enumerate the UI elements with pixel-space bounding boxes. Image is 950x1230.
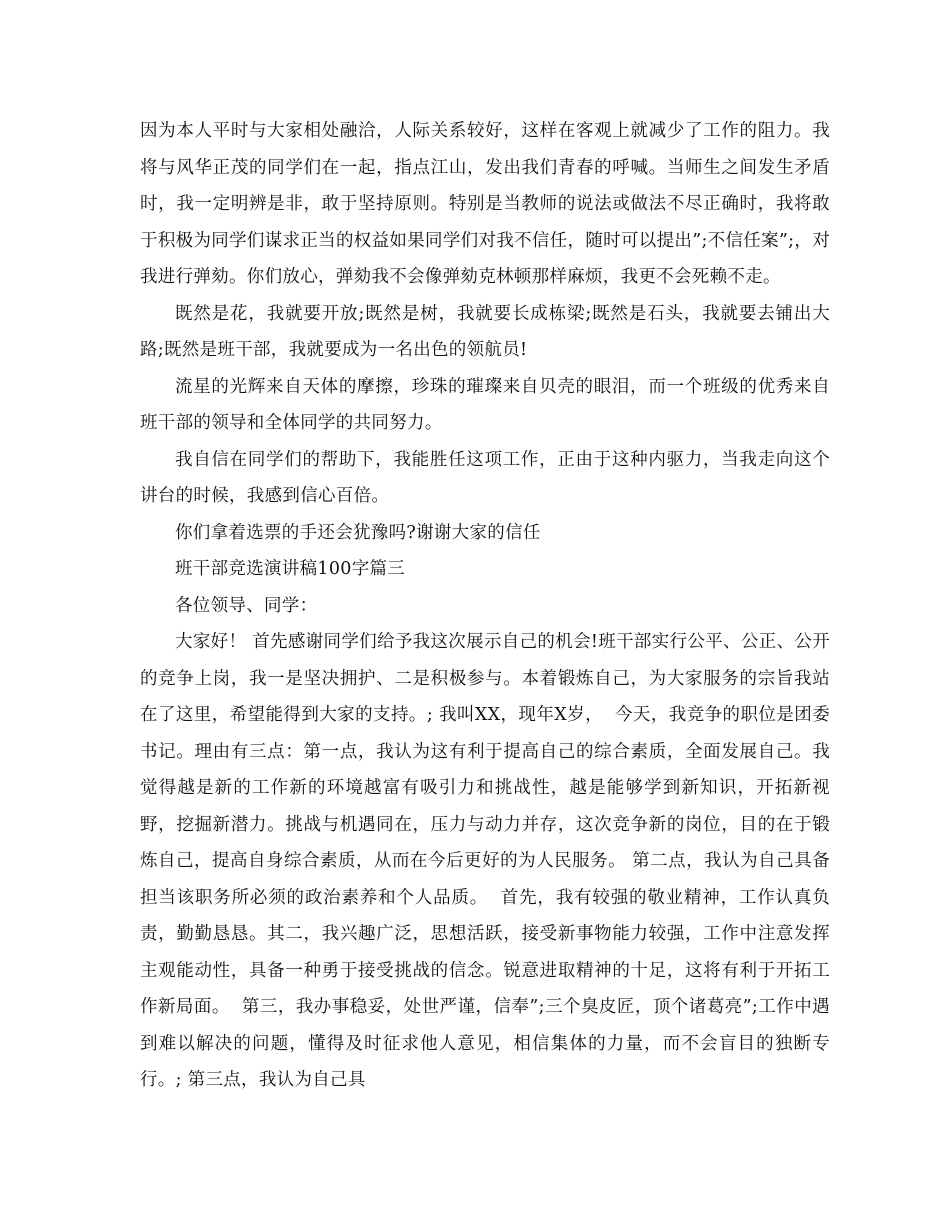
- salutation: 各位领导、同学：: [175, 595, 318, 616]
- document-body: [140, 113, 830, 1099]
- paragraph: 我自信在同学们的帮助下，我能胜任这项工作，正由于这种内驱力，当我走向这个讲台的时候，我感到信心百倍。: [140, 449, 830, 506]
- paragraph: 既然是花，我就要开放;既然是树，我就要长成栋梁;既然是石头，我就要去铺出大路;既然是班干部，我就要成为一名出色的领航员!: [140, 303, 830, 360]
- section-heading: 班干部竞选演讲稿100字篇三: [175, 559, 406, 579]
- paragraph: 流星的光辉来自天体的摩擦，珍珠的璀璨来自贝壳的眼泪，而一个班级的优秀来自班干部的领导和全体同学的共同努力。: [140, 376, 830, 433]
- paragraph: 因为本人平时与大家相处融洽，人际关系较好，这样在客观上就减少了工作的阻力。我将与风华正茂的同学们在一起，指点江山，发出我们青春的呼喊。当师生之间发生矛盾时，我一定明辨是非，敢于坚持原则。特别是当教师的说法或做法不尽正确时，我将敢于积极为同学们谋求正当的权益如果同学们对我不信任，随时可以提出”;不信任案”;，对我进行弹劾。你们放心，弹劾我不会像弹劾克林顿那样麻烦，我更不会死赖不走。: [140, 121, 830, 287]
- paragraph: 大家好！ 首先感谢同学们给予我这次展示自己的机会!班干部实行公平、公正、公开的竞争上岗，我一是坚决拥护、二是积极参与。本着锻炼自己，为大家服务的宗旨我站在了这里，希望能得到大家的支持。; 我叫XX，现年X岁， 今天，我竞争的职位是团委书记。理由有三点：第一点，我认为这有利于提高自己的综合素质，全面发展自己。我觉得越是新的工作新的环境越富有吸引力和挑战性，越是能够学到新知识，开拓新视野，挖掘新潜力。挑战与机遇同在，压力与动力并存，这次竞争新的岗位，目的在于锻炼自己，提高自身综合素质，从而在今后更好的为人民服务。 第二点，我认为自己具备担当该职务所必须的政治素养和个人品质。 首先，我有较强的敬业精神，工作认真负责，勤勤恳恳。其二，我兴趣广泛，思想活跃，接受新事物能力较强，工作中注意发挥主观能动性，具备一种勇于接受挑战的信念。锐意进取精神的十足，这将有利于开拓工作新局面。 第三，我办事稳妥，处世严谨，信奉”;三个臭皮匠，顶个诸葛亮”;工作中遇到难以解决的问题，懂得及时征求他人意见，相信集体的力量，而不会盲目的独断专行。; 第三点，我认为自己具: [140, 632, 830, 1090]
- paragraph: 你们拿着选票的手还会犹豫吗?谢谢大家的信任: [175, 522, 541, 543]
